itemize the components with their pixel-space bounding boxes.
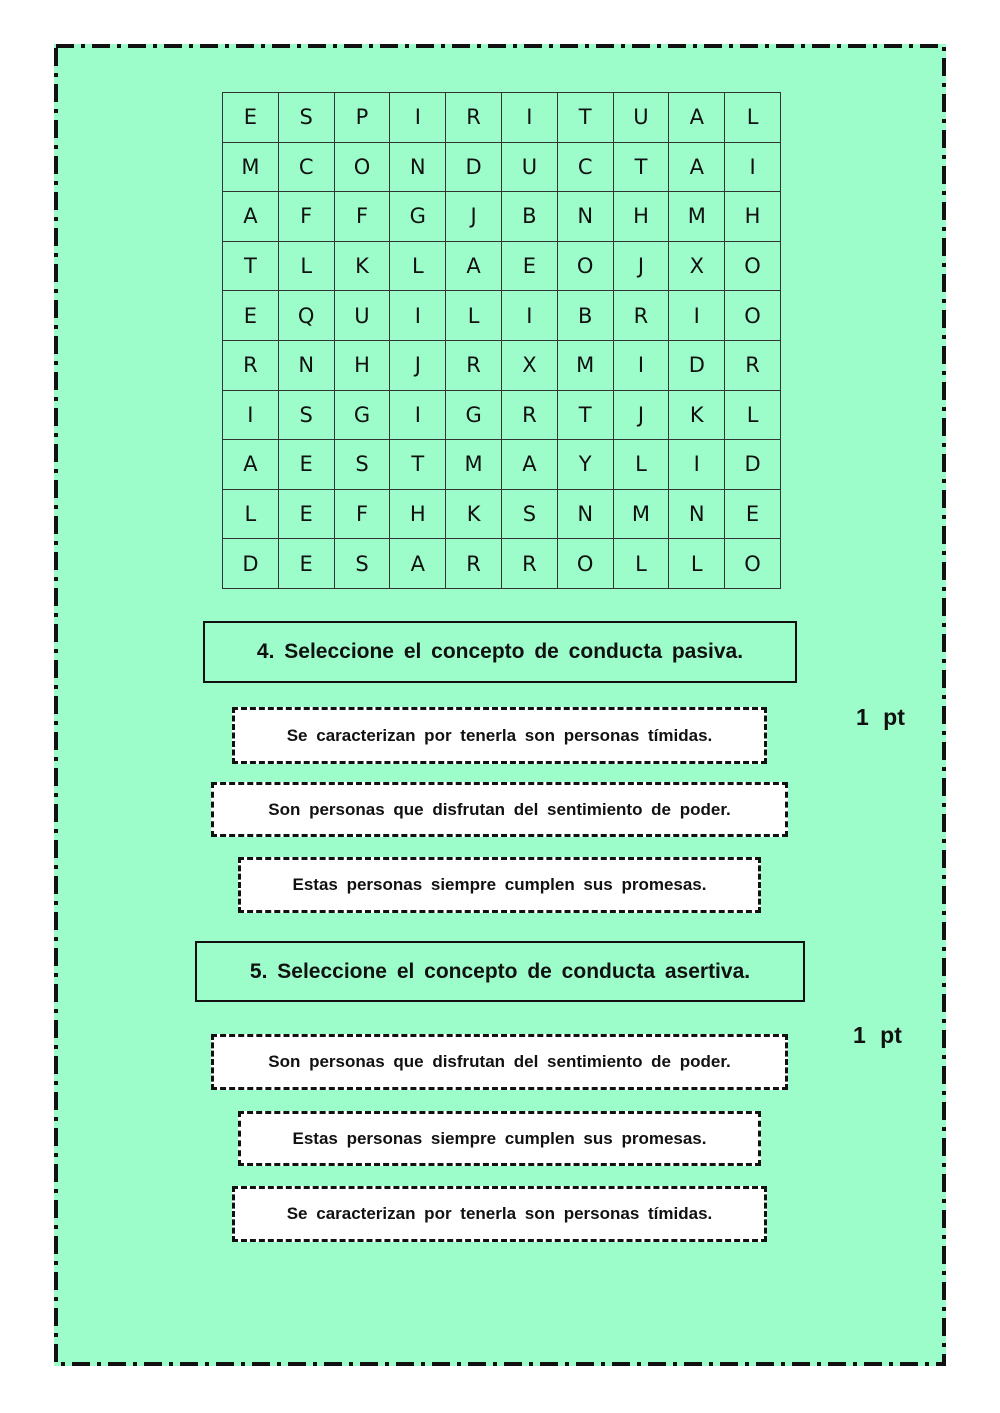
grid-cell[interactable]: E <box>278 539 334 589</box>
grid-cell[interactable]: T <box>223 241 279 291</box>
grid-cell[interactable]: B <box>501 192 557 242</box>
grid-cell[interactable]: X <box>501 340 557 390</box>
grid-cell[interactable]: A <box>223 440 279 490</box>
grid-cell[interactable]: B <box>557 291 613 341</box>
grid-cell[interactable]: T <box>613 142 669 192</box>
q5-option-1[interactable]: Son personas que disfrutan del sentimiento de poder. <box>211 1034 788 1090</box>
grid-row <box>223 440 781 490</box>
grid-cell[interactable]: R <box>501 390 557 440</box>
grid-cell[interactable]: E <box>223 93 279 143</box>
grid-cell[interactable]: R <box>446 539 502 589</box>
grid-cell[interactable]: L <box>446 291 502 341</box>
question-4-prompt: 4. Seleccione el concepto de conducta pasiva. <box>203 621 797 683</box>
grid-cell[interactable]: H <box>613 192 669 242</box>
grid-cell[interactable]: U <box>334 291 390 341</box>
grid-cell[interactable]: K <box>669 390 725 440</box>
grid-cell[interactable]: I <box>613 340 669 390</box>
grid-cell[interactable]: U <box>613 93 669 143</box>
grid-cell[interactable]: I <box>725 142 781 192</box>
grid-cell[interactable]: I <box>223 390 279 440</box>
grid-cell[interactable]: M <box>613 489 669 539</box>
grid-cell[interactable]: M <box>669 192 725 242</box>
grid-cell[interactable]: I <box>390 390 446 440</box>
grid-cell[interactable]: E <box>725 489 781 539</box>
grid-cell[interactable]: I <box>669 291 725 341</box>
grid-cell[interactable]: I <box>669 440 725 490</box>
grid-row <box>223 291 781 341</box>
grid-cell[interactable]: E <box>278 440 334 490</box>
grid-cell[interactable]: S <box>278 390 334 440</box>
grid-cell[interactable]: I <box>390 291 446 341</box>
grid-cell[interactable]: H <box>725 192 781 242</box>
grid-cell[interactable]: R <box>446 93 502 143</box>
grid-cell[interactable]: I <box>501 93 557 143</box>
grid-cell[interactable]: O <box>557 539 613 589</box>
grid-cell[interactable]: E <box>278 489 334 539</box>
grid-cell[interactable]: N <box>390 142 446 192</box>
grid-cell[interactable]: D <box>223 539 279 589</box>
grid-cell[interactable]: L <box>278 241 334 291</box>
grid-cell[interactable]: M <box>446 440 502 490</box>
grid-cell[interactable]: G <box>390 192 446 242</box>
grid-cell[interactable]: H <box>390 489 446 539</box>
grid-cell[interactable]: F <box>334 192 390 242</box>
grid-cell[interactable]: E <box>501 241 557 291</box>
grid-cell[interactable]: K <box>446 489 502 539</box>
grid-cell[interactable]: J <box>613 241 669 291</box>
grid-cell[interactable]: X <box>669 241 725 291</box>
grid-cell[interactable]: T <box>557 93 613 143</box>
q4-option-1[interactable]: Se caracterizan por tenerla son personas tímidas. <box>232 707 767 764</box>
grid-cell[interactable]: L <box>613 440 669 490</box>
grid-row <box>223 241 781 291</box>
grid-cell[interactable]: S <box>334 539 390 589</box>
q5-option-3[interactable]: Se caracterizan por tenerla son personas tímidas. <box>232 1186 767 1242</box>
grid-cell[interactable]: C <box>557 142 613 192</box>
grid-row <box>223 390 781 440</box>
grid-cell[interactable]: Q <box>278 291 334 341</box>
grid-cell[interactable]: R <box>223 340 279 390</box>
grid-cell[interactable]: D <box>446 142 502 192</box>
word-search-grid <box>222 92 781 589</box>
grid-cell[interactable]: R <box>613 291 669 341</box>
q5-option-2[interactable]: Estas personas siempre cumplen sus promesas. <box>238 1111 761 1166</box>
grid-row <box>223 142 781 192</box>
grid-row <box>223 192 781 242</box>
grid-cell[interactable]: L <box>725 93 781 143</box>
grid-cell[interactable]: A <box>501 440 557 490</box>
grid-cell[interactable]: L <box>223 489 279 539</box>
grid-cell[interactable]: R <box>725 340 781 390</box>
grid-cell[interactable]: L <box>390 241 446 291</box>
grid-cell[interactable]: D <box>669 340 725 390</box>
grid-cell[interactable]: O <box>334 142 390 192</box>
grid-cell[interactable]: S <box>278 93 334 143</box>
grid-cell[interactable]: M <box>557 340 613 390</box>
grid-cell[interactable]: N <box>557 192 613 242</box>
grid-cell[interactable]: R <box>501 539 557 589</box>
grid-cell[interactable]: R <box>446 340 502 390</box>
grid-cell[interactable]: O <box>557 241 613 291</box>
grid-cell[interactable]: I <box>390 93 446 143</box>
grid-cell[interactable]: C <box>278 142 334 192</box>
grid-cell[interactable]: T <box>390 440 446 490</box>
grid-cell[interactable]: N <box>557 489 613 539</box>
grid-cell[interactable]: G <box>334 390 390 440</box>
grid-cell[interactable]: L <box>613 539 669 589</box>
grid-cell[interactable]: J <box>390 340 446 390</box>
grid-cell[interactable]: I <box>501 291 557 341</box>
grid-cell[interactable]: P <box>334 93 390 143</box>
grid-row <box>223 340 781 390</box>
grid-cell[interactable]: Y <box>557 440 613 490</box>
grid-cell[interactable]: J <box>446 192 502 242</box>
grid-cell[interactable]: U <box>501 142 557 192</box>
grid-row <box>223 93 781 143</box>
grid-cell[interactable]: G <box>446 390 502 440</box>
grid-cell[interactable]: A <box>223 192 279 242</box>
grid-cell[interactable]: O <box>725 539 781 589</box>
grid-cell[interactable]: J <box>613 390 669 440</box>
grid-cell[interactable]: O <box>725 291 781 341</box>
question-4-points: 1 pt <box>856 704 905 730</box>
grid-cell[interactable]: D <box>725 440 781 490</box>
grid-cell[interactable]: A <box>669 93 725 143</box>
grid-cell[interactable]: F <box>278 192 334 242</box>
grid-cell[interactable]: L <box>725 390 781 440</box>
q4-option-2[interactable]: Son personas que disfrutan del sentimiento de poder. <box>211 782 788 837</box>
grid-cell[interactable]: M <box>223 142 279 192</box>
grid-cell[interactable]: S <box>334 440 390 490</box>
question-5-points: 1 pt <box>853 1022 902 1048</box>
grid-cell[interactable]: T <box>557 390 613 440</box>
grid-cell[interactable]: O <box>725 241 781 291</box>
grid-cell[interactable]: A <box>390 539 446 589</box>
grid-row <box>223 539 781 589</box>
grid-cell[interactable]: E <box>223 291 279 341</box>
grid-cell[interactable]: L <box>669 539 725 589</box>
question-5-prompt: 5. Seleccione el concepto de conducta asertiva. <box>195 941 805 1002</box>
grid-cell[interactable]: H <box>334 340 390 390</box>
grid-cell[interactable]: F <box>334 489 390 539</box>
grid-cell[interactable]: N <box>669 489 725 539</box>
q4-option-3[interactable]: Estas personas siempre cumplen sus promesas. <box>238 857 761 913</box>
grid-cell[interactable]: K <box>334 241 390 291</box>
grid-cell[interactable]: N <box>278 340 334 390</box>
grid-cell[interactable]: A <box>446 241 502 291</box>
grid-cell[interactable]: S <box>501 489 557 539</box>
grid-row <box>223 489 781 539</box>
grid-cell[interactable]: A <box>669 142 725 192</box>
